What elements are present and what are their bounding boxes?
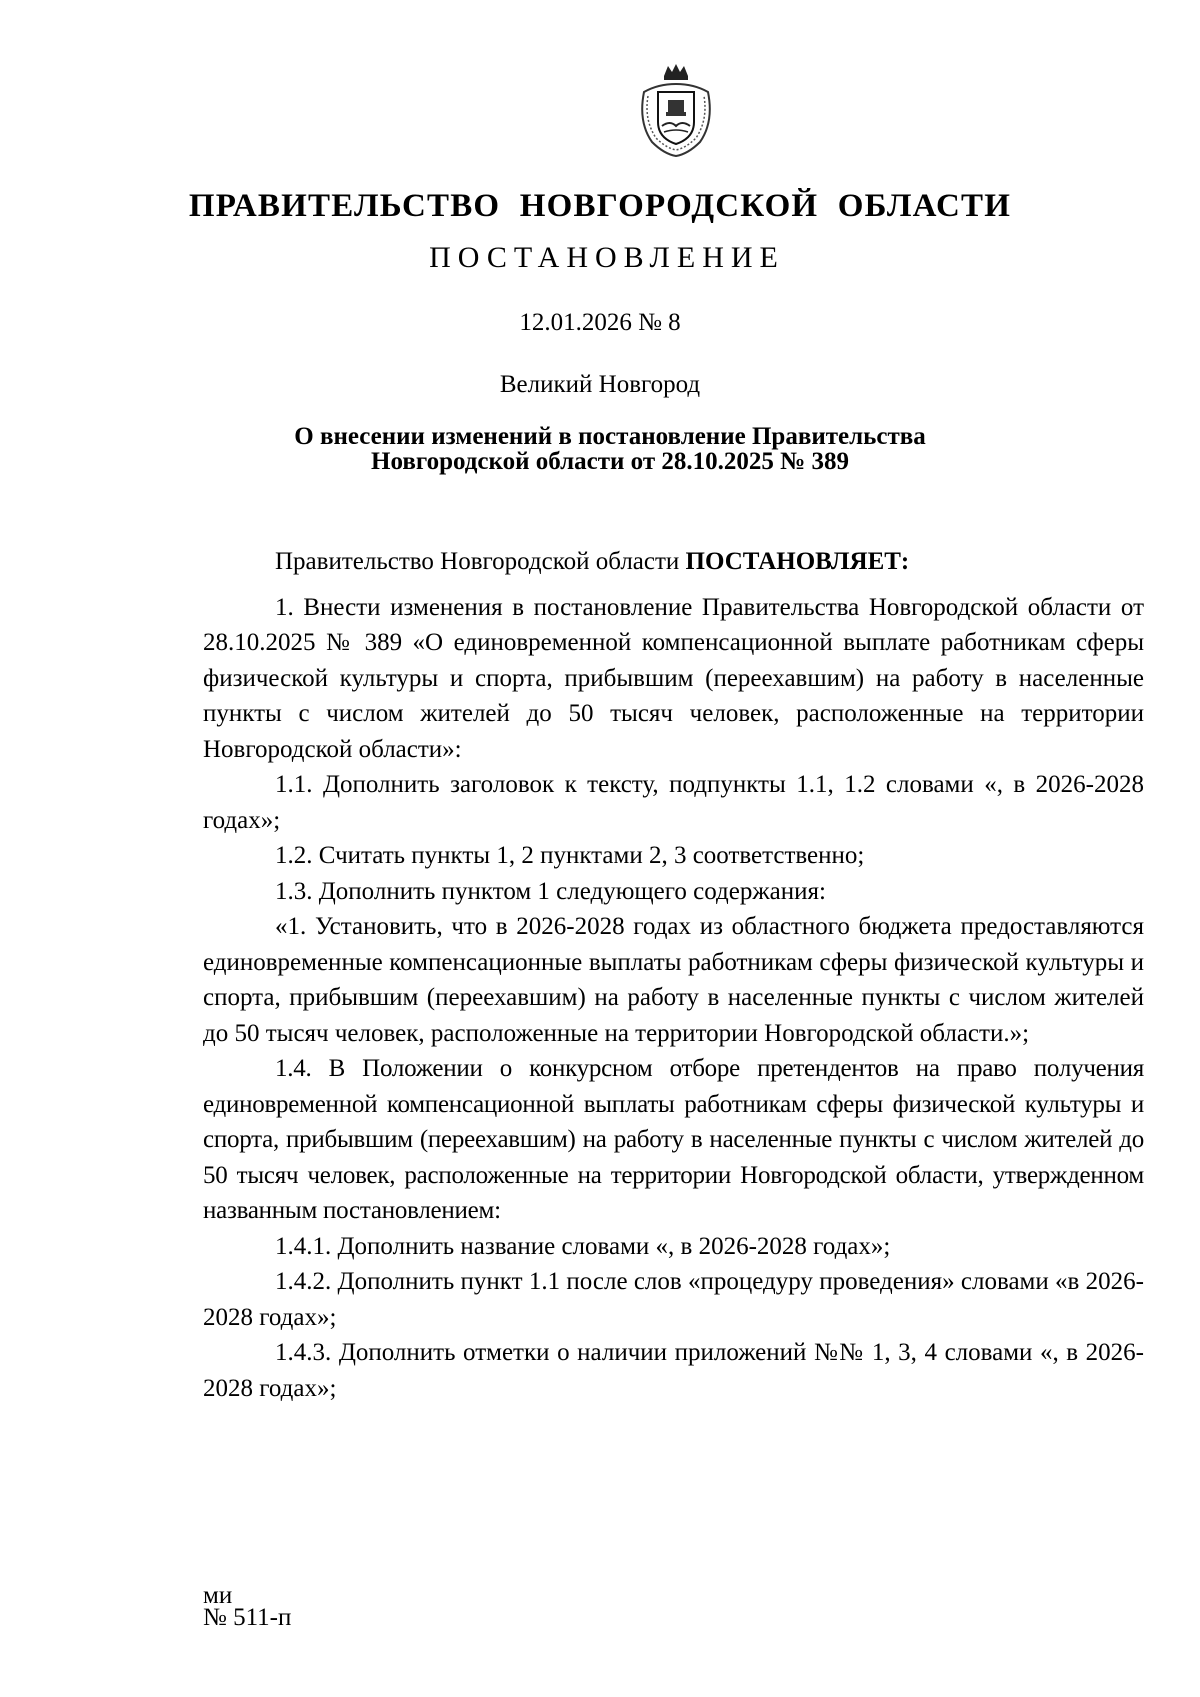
footer-initials: ми	[203, 1582, 233, 1609]
paragraph-1-4: 1.4. В Положении о конкурсном отборе претендентов на право получения единовременной компенсационной выплаты работникам сферы физической культуры и спорта, прибывшим (переехавшим) на работу в населенные пункты с числом жителей до 50 тысяч человек, расположенные на территории Новгородской области, утвержденном названным постановлением:	[203, 1055, 1144, 1224]
document-type: ПОСТАНОВЛЕНИЕ	[429, 241, 785, 274]
lead-text: Правительство Новгородской области	[275, 548, 686, 575]
lead-bold: ПОСТАНОВЛЯЕТ:	[685, 548, 910, 575]
document-date-number: 12.01.2026 № 8	[519, 309, 681, 336]
novgorod-coat-of-arms-icon	[634, 62, 718, 158]
resolution-lead	[203, 544, 1144, 580]
paragraph-1-2: 1.2. Считать пункты 1, 2 пунктами 2, 3 соответственно;	[275, 842, 865, 869]
paragraph-1-4-3: 1.4.3. Дополнить отметки о наличии приложений №№ 1, 3, 4 словами «, в 2026-2028 годах»;	[203, 1339, 1144, 1402]
subject-line-1: О внесении изменений в постановление Правительства	[294, 423, 926, 450]
organization-title: ПРАВИТЕЛЬСТВО НОВГОРОДСКОЙ ОБЛАСТИ	[188, 188, 1012, 224]
paragraph-1: 1. Внести изменения в постановление Правительства Новгородской области от 28.10.2025 № 389 «О единовременной компенсационной выплате работникам сферы физической культуры и спорта, прибывшим (переехавшим) на работу в населенные пункты с числом жителей до 50 тысяч человек, расположенные на территории Новгородской области»:	[203, 593, 1144, 763]
document-subject	[260, 424, 960, 474]
paragraph-1-3: 1.3. Дополнить пунктом 1 следующего содержания:	[275, 877, 826, 905]
paragraph-1-4-2: 1.4.2. Дополнить пункт 1.1 после слов «процедуру проведения» словами «в 2026-2028 годах»;	[203, 1268, 1144, 1331]
document-city: Великий Новгород	[499, 371, 701, 398]
document-footer	[203, 1582, 292, 1631]
subject-line-2: Новгородской области от 28.10.2025 № 389	[371, 448, 849, 475]
document-body	[203, 544, 1144, 1406]
paragraph-quote-1: «1. Установить, что в 2026-2028 годах из областного бюджета предоставляются единовременные компенсационные выплаты работникам сферы физической культуры и спорта, прибывшим (переехавшим) на работу в населенные пункты с числом жителей до 50 тысяч человек, расположенные на территории Новгородской области.»;	[203, 913, 1144, 1047]
paragraph-1-4-1: 1.4.1. Дополнить название словами «, в 2026-2028 годах»;	[275, 1232, 891, 1260]
footer-doc-ref: № 511-п	[203, 1604, 292, 1631]
paragraph-1-1: 1.1. Дополнить заголовок к тексту, подпункты 1.1, 1.2 словами «, в 2026-2028 годах»;	[203, 771, 1144, 834]
